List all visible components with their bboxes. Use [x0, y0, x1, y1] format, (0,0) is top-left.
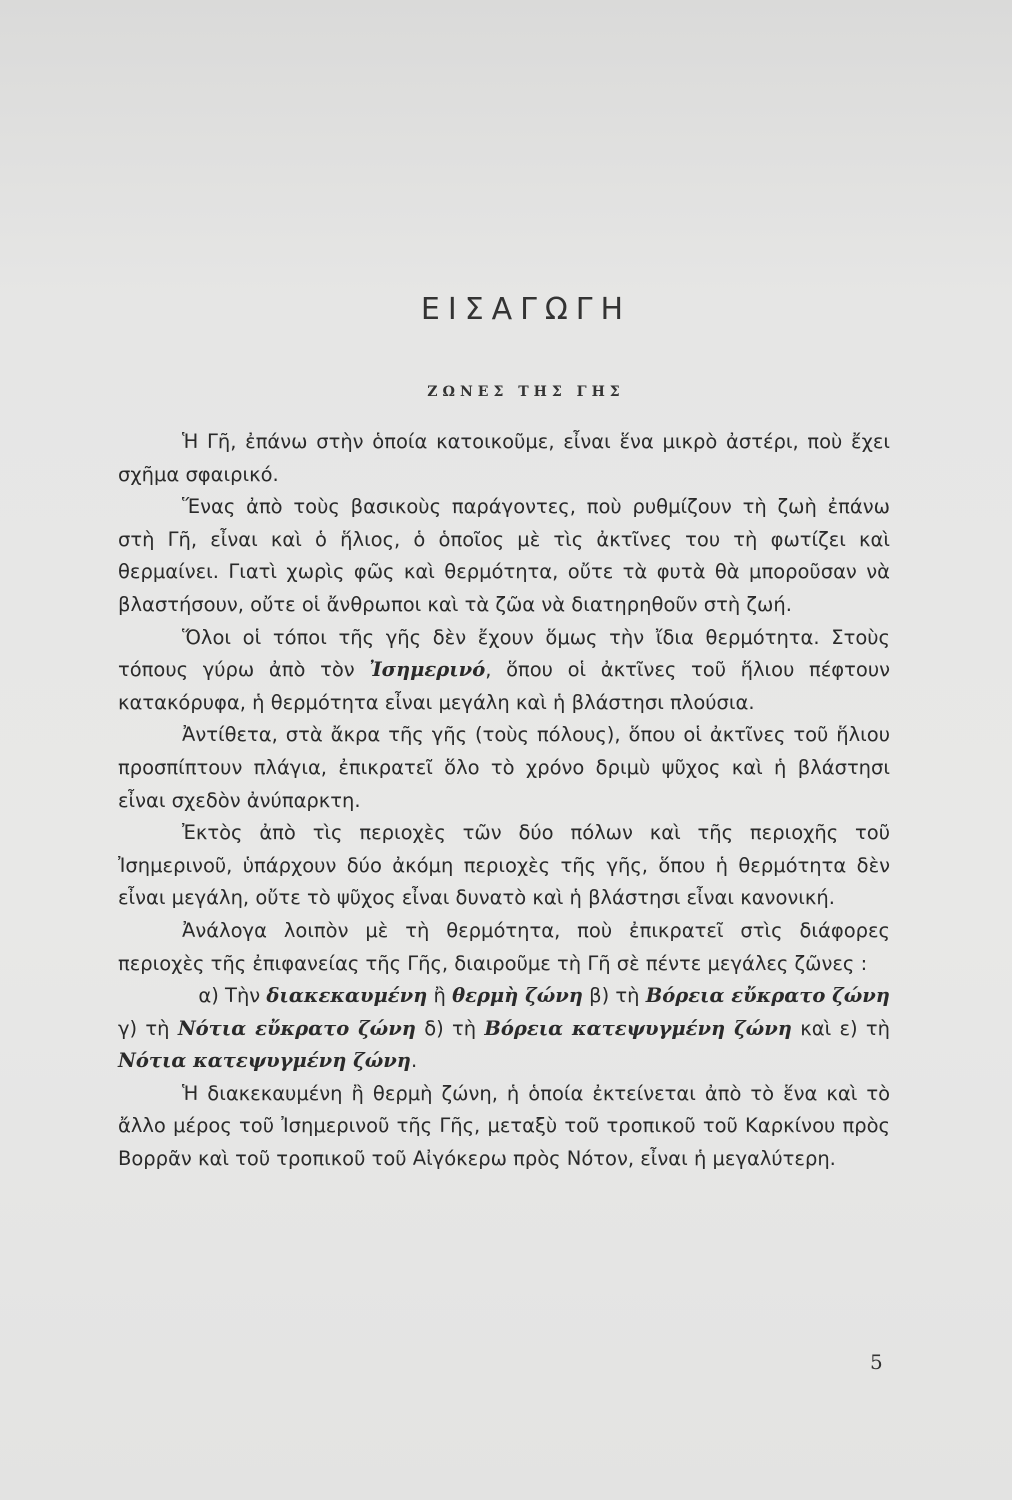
paragraph-3-text-b: , ὅπου οἱ ἀκτῖνες τοῦ ἥλιου πέφτουν κατακόρυφα, ἡ θερμότητα εἶναι μεγάλη καὶ ἡ βλάστησι πλούσια. [118, 658, 890, 714]
zones-list [118, 980, 890, 1078]
paragraph-1: Ἡ Γῆ, ἐπάνω στὴν ὁποία κατοικοῦμε, εἶναι ἕνα μικρὸ ἀστέρι, ποὺ ἔχει σχῆμα σφαιρικό. [118, 430, 890, 486]
paragraph-2: Ἕνας ἀπὸ τοὺς βασικοὺς παράγοντες, ποὺ ρυθμίζουν τὴ ζωὴ ἐπάνω στὴ Γῆ, εἶναι καὶ ὁ ἥλιος, ὁ ὁποῖος μὲ τὶς ἀκτῖνες του τὴ φωτίζει καὶ θερμαίνει. Γιατὶ χωρὶς φῶς καὶ θερμότητα, οὔτε τὰ φυτὰ θὰ μποροῦσαν νὰ βλαστήσουν, οὔτε οἱ ἄνθρωποι καὶ τὰ ζῶα νὰ διατηρηθοῦν στὴ ζωή. [118, 495, 890, 616]
paragraph-6: Ἀνάλογα λοιπὸν μὲ τὴ θερμότητα, ποὺ ἐπικρατεῖ στὶς διάφορες περιοχὲς τῆς ἐπιφανείας τῆς Γῆς, διαιροῦμε τὴ Γῆ σὲ πέντε μεγάλες ζῶνες : [118, 918, 890, 975]
zone-b-name: Βόρεια εὔκρατο ζώνη [645, 984, 890, 1008]
equator-term: Ἰσημερινό [369, 658, 486, 682]
paragraph-7: Ἡ διακεκαυμένη ἢ θερμὴ ζώνη, ἡ ὁποία ἐκτείνεται ἀπὸ τὸ ἕνα καὶ τὸ ἄλλο μέρος τοῦ Ἰσημερινοῦ τῆς Γῆς, μεταξὺ τοῦ τροπικοῦ τοῦ Καρκίνου πρὸς Βορρᾶν καὶ τοῦ τροπικοῦ τοῦ Αἰγόκερω πρὸς Νότον, εἶναι ἡ μεγαλύτερη. [118, 1081, 890, 1171]
paragraph-3-text-a: Ὅλοι οἱ τόποι τῆς γῆς δὲν ἔχουν ὅμως τὴν ἴδια θερμότητα. Στοὺς τόπους γύρω ἀπὸ τὸν [118, 625, 890, 682]
zone-b-label: β) τὴ [582, 984, 646, 1008]
zone-c-label: γ) τὴ [118, 1016, 178, 1040]
zone-e-name: Νότια κατεψυγμένη ζώνη [118, 1049, 411, 1073]
paragraph-5: Ἐκτὸς ἀπὸ τὶς περιοχὲς τῶν δύο πόλων καὶ τῆς περιοχῆς τοῦ Ἰσημερινοῦ, ὑπάρχουν δύο ἀκόμη περιοχὲς τῆς γῆς, ὅπου ἡ θερμότητα δὲν εἶναι μεγάλη, οὔτε τὸ ψῦχος εἶναι δυνατὸ καὶ ἡ βλάστησι εἶναι κανονική. [118, 821, 890, 910]
page-title: ΕΙΣΑΓΩΓΗ [420, 292, 632, 327]
paragraph-3 [118, 622, 890, 720]
body-text [118, 426, 890, 1176]
zone-c-name: Νότια εὔκρατο ζώνη [177, 1016, 416, 1040]
page-number: 5 [870, 1350, 883, 1374]
zone-a-name: διακεκαυμένη [266, 984, 428, 1008]
section-subtitle: ΖΩΝΕΣ ΤΗΣ ΓΗΣ [427, 384, 625, 400]
zone-e-label: καὶ ε) τὴ [791, 1016, 890, 1040]
zones-list-end: . [411, 1049, 418, 1073]
zone-d-label: δ) τὴ [415, 1016, 485, 1040]
zones-list-line-1 [118, 980, 890, 1013]
zone-a-or: ἢ [427, 984, 453, 1008]
paragraph-4: Ἀντίθετα, στὰ ἄκρα τῆς γῆς (τοὺς πόλους), ὅπου οἱ ἀκτῖνες τοῦ ἥλιου προσπίπτουν πλάγια, ἐπικρατεῖ ὅλο τὸ χρόνο δριμὺ ψῦχος καὶ ἡ βλάστησι εἶναι σχεδὸν ἀνύπαρκτη. [118, 723, 890, 812]
zone-a-label: α) Τὴν [198, 984, 267, 1008]
zone-a-name-2: θερμὴ ζώνη [452, 984, 583, 1008]
zone-d-name: Βόρεια κατεψυγμένη ζώνη [484, 1016, 792, 1040]
